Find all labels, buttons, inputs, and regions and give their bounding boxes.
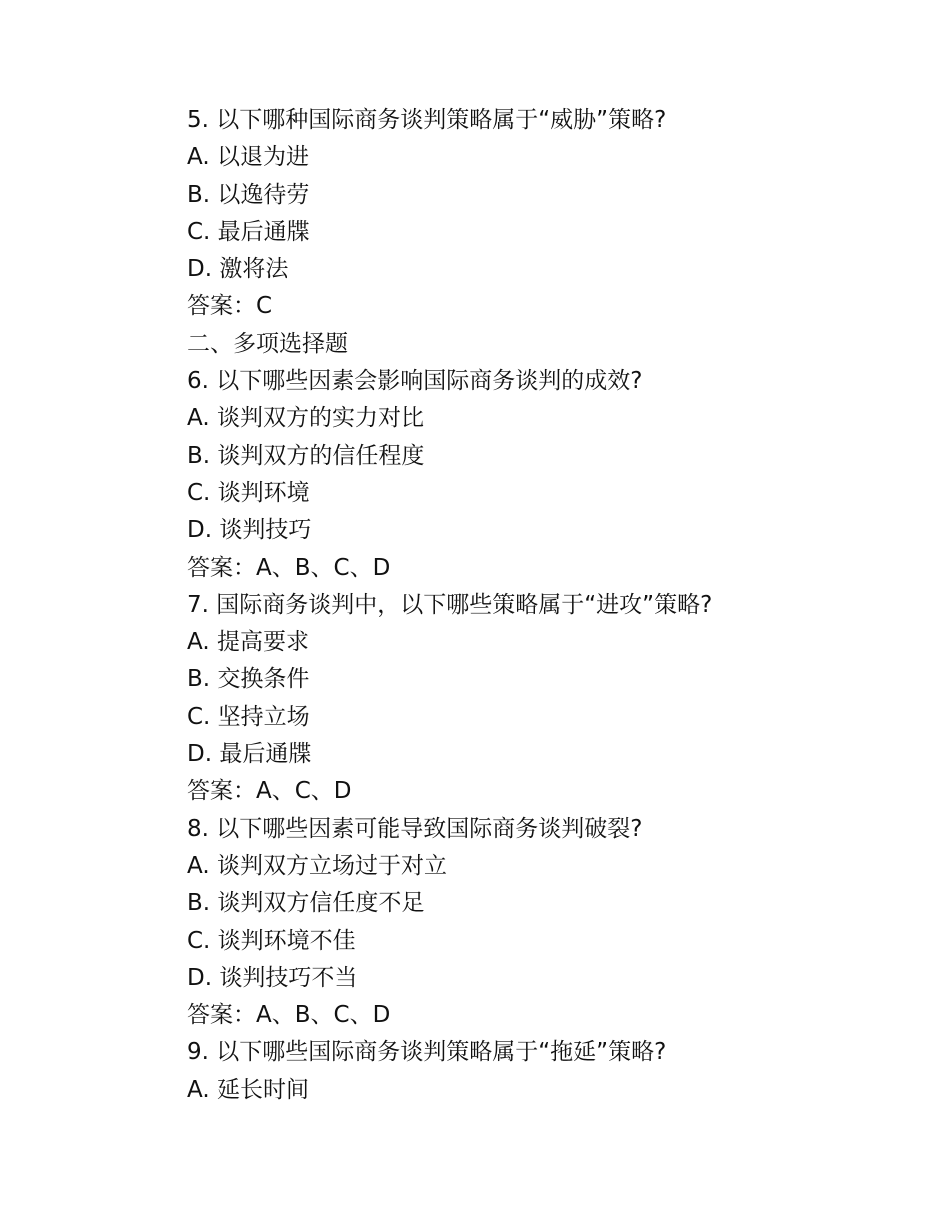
question-6-answer: 答案：A、B、C、D <box>187 554 391 581</box>
question-5-option-b: B. 以逸待劳 <box>187 181 310 208</box>
question-8-option-c: C. 谈判环境不佳 <box>187 927 356 954</box>
question-8-option-d: D. 谈判技巧不当 <box>187 964 358 991</box>
question-5-option-d: D. 激将法 <box>187 256 289 283</box>
question-6-option-c: C. 谈判环境 <box>187 479 310 506</box>
section-heading-multiple-choice: 二、多项选择题 <box>187 330 348 357</box>
question-5-answer: 答案：C <box>187 293 273 320</box>
question-7-text: 7. 国际商务谈判中，以下哪些策略属于“进攻”策略? <box>187 591 713 618</box>
question-5-option-c: C. 最后通牒 <box>187 218 310 245</box>
question-8-answer: 答案：A、B、C、D <box>187 1002 391 1029</box>
question-6-text: 6. 以下哪些因素会影响国际商务谈判的成效? <box>187 368 643 395</box>
question-7-option-c: C. 坚持立场 <box>187 703 310 730</box>
question-5-text: 5. 以下哪种国际商务谈判策略属于“威胁”策略? <box>187 107 667 133</box>
question-8-text: 8. 以下哪些因素可能导致国际商务谈判破裂? <box>187 815 643 842</box>
question-7-option-a: A. 提高要求 <box>187 629 309 656</box>
question-9-text: 9. 以下哪些国际商务谈判策略属于“拖延”策略? <box>187 1039 667 1066</box>
question-5-option-a: A. 以退为进 <box>187 144 309 171</box>
question-7-answer: 答案：A、C、D <box>187 778 352 805</box>
question-6-option-a: A. 谈判双方的实力对比 <box>187 405 424 432</box>
question-8-option-a: A. 谈判双方立场过于对立 <box>187 852 447 879</box>
document-body <box>187 102 867 1109</box>
question-6-option-b: B. 谈判双方的信任程度 <box>187 442 425 469</box>
question-6-option-d: D. 谈判技巧 <box>187 517 312 544</box>
question-7-option-b: B. 交换条件 <box>187 666 310 693</box>
question-7-option-d: D. 最后通牒 <box>187 741 312 768</box>
question-8-option-b: B. 谈判双方信任度不足 <box>187 890 425 917</box>
question-9-option-a: A. 延长时间 <box>187 1076 309 1103</box>
